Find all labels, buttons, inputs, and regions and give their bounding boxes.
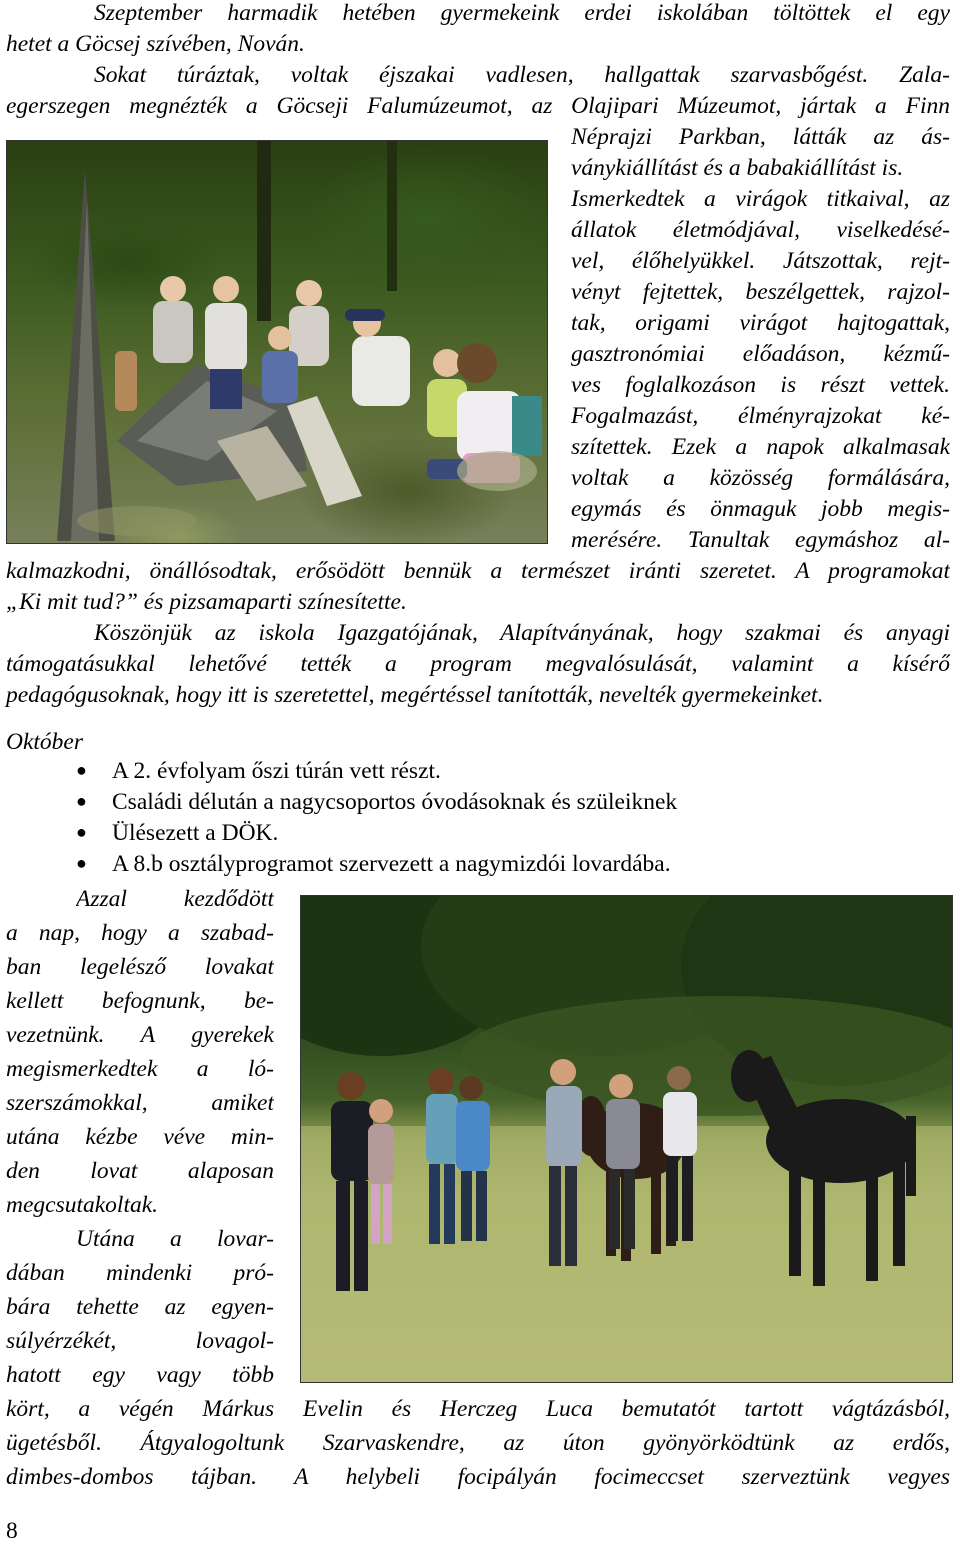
bullet-icon: ● (76, 853, 87, 873)
text-line: egymás és önmaguk jobb megis- (571, 496, 950, 522)
list-item: Családi délután a nagycsoportos óvodásoknak és szüleiknek (112, 789, 678, 815)
text-line: Sokat túráztak, voltak éjszakai vadlesen, hallgattak szarvasbőgést. Zala- (94, 62, 950, 88)
text-line: merésére. Tanultak egymáshoz al- (571, 527, 950, 553)
text-line: pedagógusoknak, hogy itt is szeretettel, megértéssel tanították, nevelték gyermekeinket. (6, 682, 824, 708)
text-line: állatok életmódjával, viselkedésé- (571, 217, 950, 243)
text-line: szítettek. Ezek a napok alkalmasak (571, 434, 950, 460)
text-line: kellett befognunk, be- (6, 988, 274, 1014)
text-line: kalmazkodni, önállósodtak, erősödött bennük a természet iránti szeretet. A programokat (6, 558, 950, 584)
text-line: Utána a lovar- (76, 1226, 274, 1252)
text-line: Szeptember harmadik hetében gyermekeink erdei iskolában töltöttek el egy (94, 0, 950, 26)
text-line: gasztronómiai előadáson, kézmű- (571, 341, 950, 367)
month-heading: Október (6, 729, 84, 755)
text-line: Ismerkedtek a virágok titkaival, az (571, 186, 950, 212)
text-line: tak, origami virágot hajtogattak, (571, 310, 950, 336)
text-line: súlyérzékét, lovagol- (6, 1328, 274, 1354)
text-line: voltak a közösség formálására, (571, 465, 950, 491)
list-item: A 2. évfolyam őszi túrán vett részt. (112, 758, 441, 784)
text-line: ványkiállítást és a babakiállítást is. (571, 155, 904, 181)
text-line: hetet a Göcsej szívében, Nován. (6, 31, 305, 57)
text-line: den lovat alaposan (6, 1158, 274, 1184)
text-line: vezetnünk. A gyerekek (6, 1022, 274, 1048)
text-line: vel, élőhelyükkel. Játszottak, rejt- (571, 248, 950, 274)
text-line: kört, a végén Márkus Evelin és Herczeg Luca bemutatót tartott vágtázásból, (6, 1396, 950, 1422)
text-line: Azzal kezdődött (76, 886, 274, 912)
text-line: dimbes-dombos tájban. A helybeli focipályán focimeccset szerveztünk vegyes (6, 1464, 950, 1490)
bullet-icon: ● (76, 822, 87, 842)
text-line: egerszegen megnézték a Göcseji Falumúzeumot, az Olajipari Múzeumot, jártak a Finn (6, 93, 950, 119)
bullet-icon: ● (76, 760, 87, 780)
text-line: megismerkedtek a ló- (6, 1056, 274, 1082)
text-line: utána kézbe véve min- (6, 1124, 274, 1150)
page-number: 8 (6, 1518, 18, 1544)
bullet-icon: ● (76, 791, 87, 811)
text-line: „Ki mit tud?” és pizsamaparti színesítette. (6, 589, 407, 615)
text-line: vényt fejtettek, beszélgettek, rajzol- (571, 279, 950, 305)
text-line: bára tehette az egyen- (6, 1294, 274, 1320)
text-line: Fogalmazást, élményrajzokat ké- (571, 403, 950, 429)
photo-children-monument-illustration (7, 141, 547, 543)
text-line: megcsutakoltak. (6, 1192, 159, 1218)
text-line: Köszönjük az iskola Igazgatójának, Alapítványának, hogy szakmai és anyagi (94, 620, 950, 646)
list-item: A 8.b osztályprogramot szervezett a nagymizdói lovardába. (112, 851, 671, 877)
photo-children-monument (6, 140, 548, 544)
text-line: szerszámokkal, amiket (6, 1090, 274, 1116)
text-line: ban legelésző lovakat (6, 954, 274, 980)
text-line: támogatásukkal lehetővé tették a program megvalósulását, valamint a kísérő (6, 651, 950, 677)
text-line: ügetésből. Átgyalogoltunk Szarvaskendre, az úton gyönyörködtünk az erdős, (6, 1430, 950, 1456)
text-line: a nap, hogy a szabad- (6, 920, 274, 946)
photo-children-horses (300, 895, 953, 1383)
text-line: dában mindenki pró- (6, 1260, 274, 1286)
text-line: Néprajzi Parkban, látták az ás- (571, 124, 950, 150)
text-line: hatott egy vagy több (6, 1362, 274, 1388)
photo-children-horses-illustration (301, 896, 952, 1382)
list-item: Ülésezett a DÖK. (112, 820, 279, 846)
text-line: ves foglalkozáson is részt vettek. (571, 372, 950, 398)
